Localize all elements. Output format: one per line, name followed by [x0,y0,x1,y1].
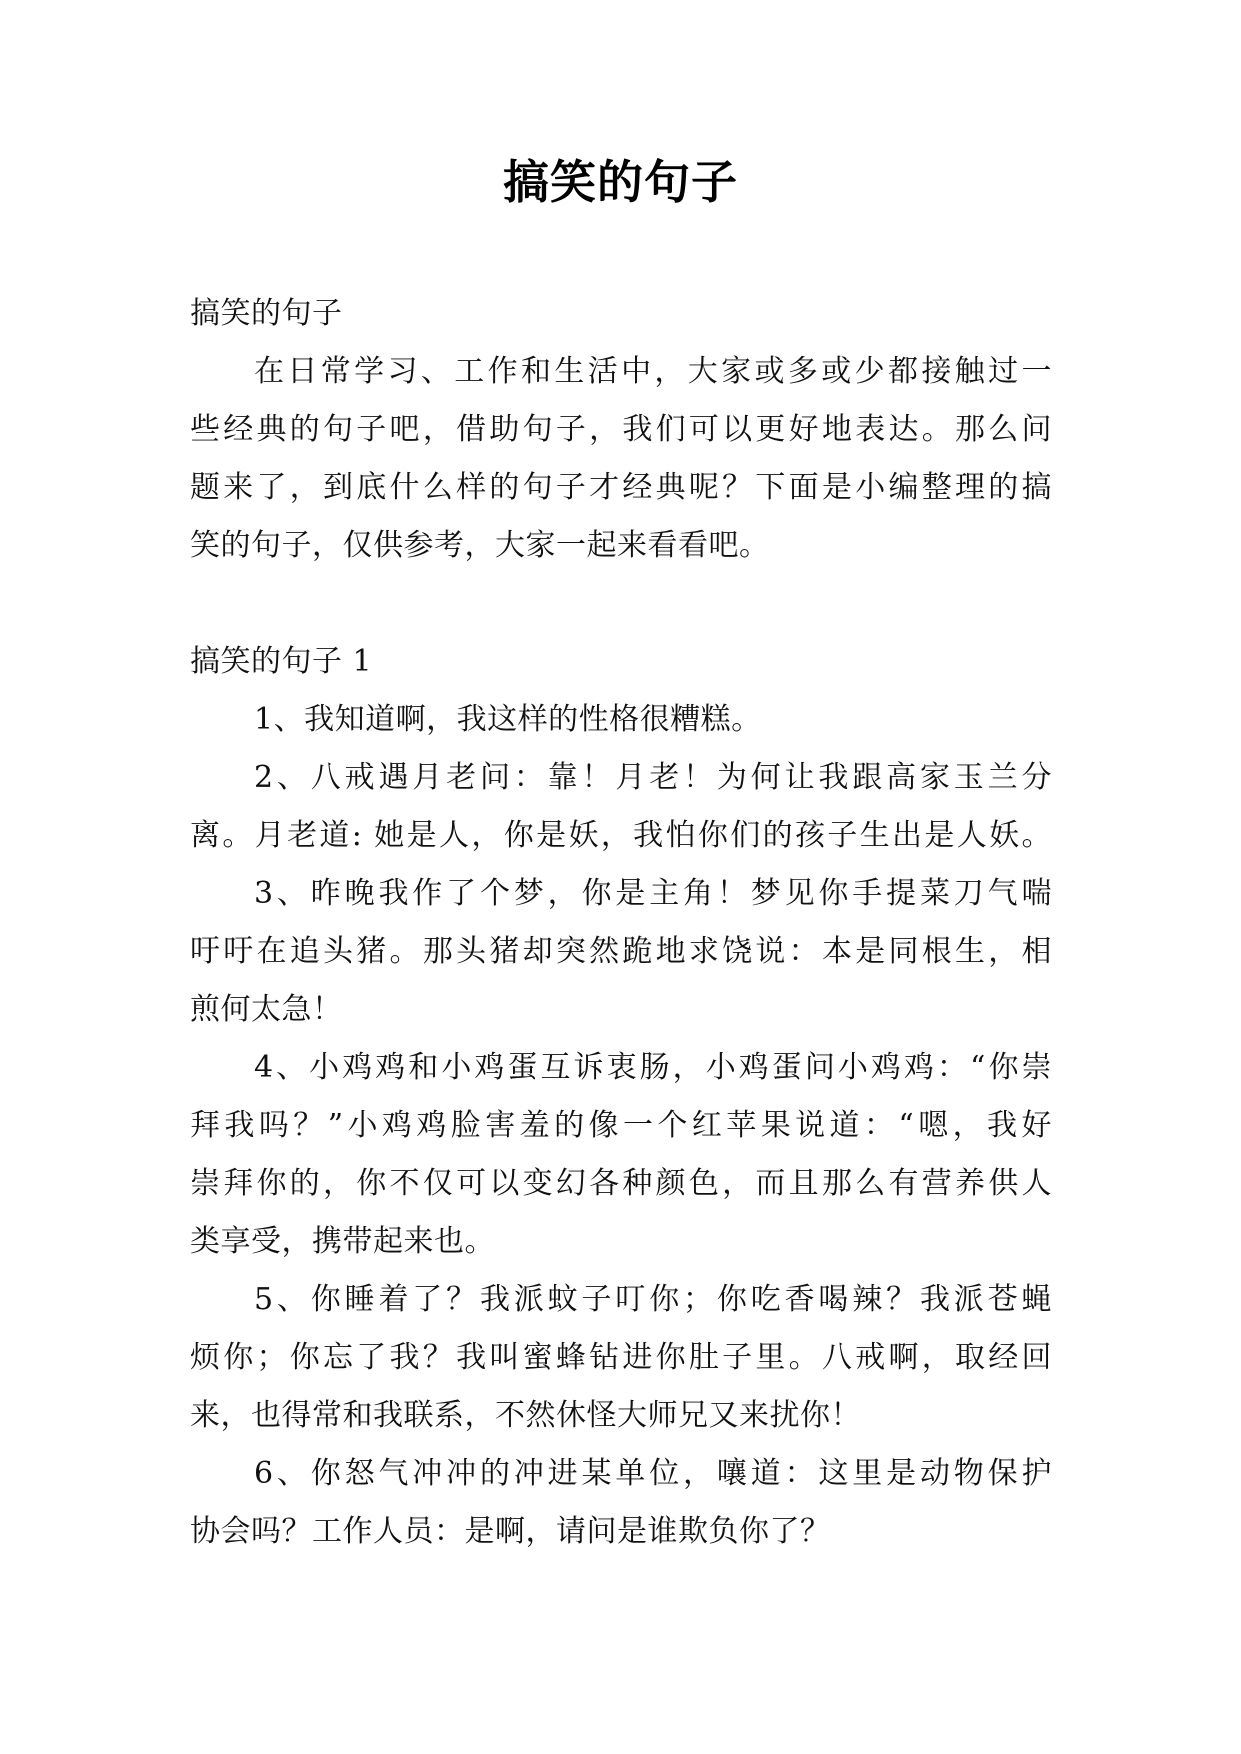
body-line: 来，也得常和我联系，不然休怪大师兄又来扰你！ [190,1398,861,1433]
body-line: 协会吗？工作人员：是啊，请问是谁欺负你了？ [190,1514,831,1549]
body-line: 5、你睡着了？我派蚊子叮你；你吃香喝辣？我派苍蝇 [254,1282,1052,1317]
body-line: 离。月老道: 她是人，你是妖，我怕你们的孩子生出是人妖。 [190,818,1052,853]
body-line: 4、小鸡鸡和小鸡蛋互诉衷肠，小鸡蛋问小鸡鸡：“你崇 [254,1050,1052,1085]
body-line: 吁吁在追头猪。那头猪却突然跪地求饶说：本是同根生，相 [190,934,1052,969]
intro-line: 些经典的句子吧，借助句子，我们可以更好地表达。那么问 [190,412,1052,447]
body-line: 2、八戒遇月老问：靠！月老！为何让我跟高家玉兰分 [254,760,1052,795]
section-label: 搞笑的句子 [190,296,343,331]
body-line: 煎何太急！ [190,992,343,1027]
subheading: 搞笑的句子 1 [190,644,373,679]
intro-line: 题来了，到底什么样的句子才经典呢？下面是小编整理的搞 [190,470,1052,505]
body-line: 拜我吗？”小鸡鸡脸害羞的像一个红苹果说道：“嗯，我好 [190,1108,1052,1143]
body-line: 3、昨晚我作了个梦，你是主角！梦见你手提菜刀气喘 [254,876,1052,911]
body-line: 崇拜你的，你不仅可以变幻各种颜色，而且那么有营养供人 [190,1166,1052,1201]
body-line: 烦你；你忘了我？我叫蜜蜂钻进你肚子里。八戒啊，取经回 [190,1340,1052,1375]
intro-line: 笑的句子，仅供参考，大家一起来看看吧。 [190,528,770,563]
document-title: 搞笑的句子 [503,155,738,209]
paragraph-spacer [190,575,1052,633]
body-line: 类享受，携带起来也。 [190,1224,495,1259]
intro-line: 在日常学习、工作和生活中，大家或多或少都接触过一 [254,354,1052,389]
document-body [190,285,1052,1561]
body-line: 6、你怒气冲冲的冲进某单位，嚷道：这里是动物保护 [254,1456,1052,1491]
body-line: 1、我知道啊，我这样的性格很糟糕。 [254,702,762,737]
